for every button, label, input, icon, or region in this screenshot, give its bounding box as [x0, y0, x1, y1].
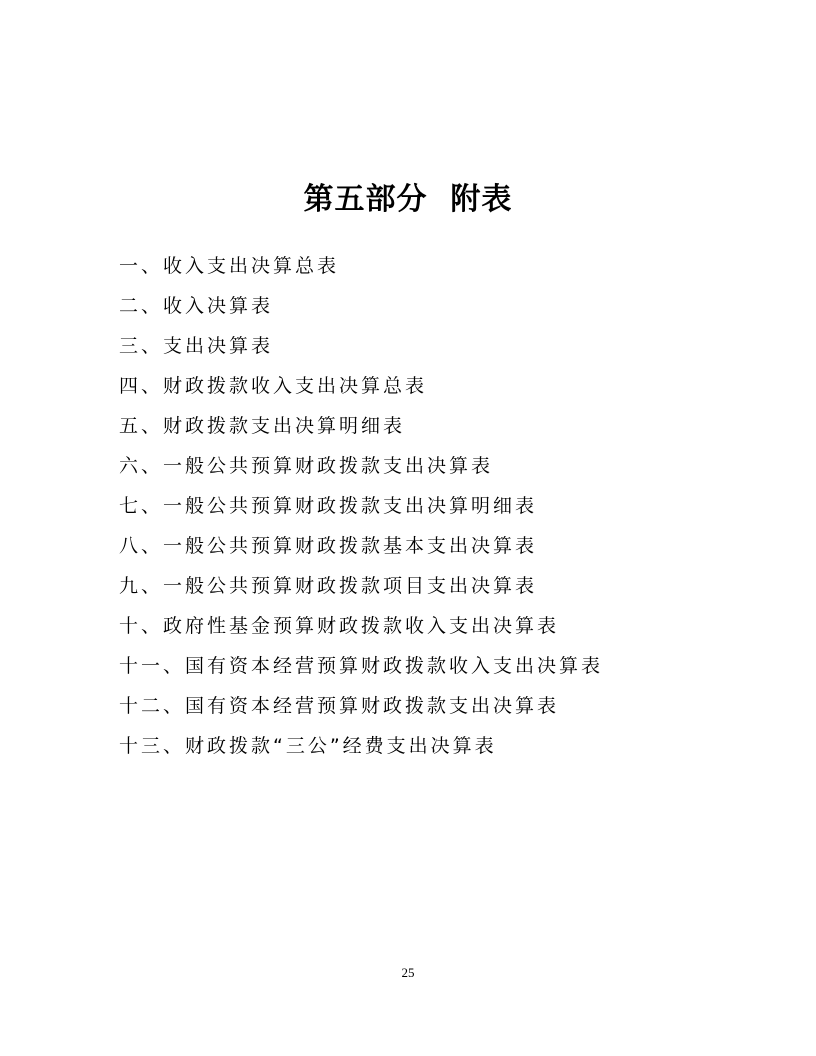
list-item: 十、政府性基金预算财政拨款收入支出决算表	[119, 615, 560, 637]
list-item: 五、财政拨款支出决算明细表	[119, 415, 406, 437]
list-item: 二、收入决算表	[119, 295, 274, 317]
list-item: 九、一般公共预算财政拨款项目支出决算表	[119, 575, 538, 597]
page-title: 第五部分 附表	[303, 182, 513, 217]
list-item: 六、一般公共预算财政拨款支出决算表	[119, 455, 494, 477]
list-item: 十二、国有资本经营预算财政拨款支出决算表	[119, 695, 560, 717]
list-item: 八、一般公共预算财政拨款基本支出决算表	[119, 535, 538, 557]
list-item: 七、一般公共预算财政拨款支出决算明细表	[119, 495, 538, 517]
list-item: 一、收入支出决算总表	[119, 255, 340, 277]
list-item: 四、财政拨款收入支出决算总表	[119, 375, 428, 397]
page-number: 25	[401, 965, 415, 980]
appendix-list	[119, 246, 603, 766]
list-item: 三、支出决算表	[119, 335, 274, 357]
list-item: 十一、国有资本经营预算财政拨款收入支出决算表	[119, 655, 604, 677]
list-item: 十三、财政拨款“三公”经费支出决算表	[119, 735, 497, 757]
